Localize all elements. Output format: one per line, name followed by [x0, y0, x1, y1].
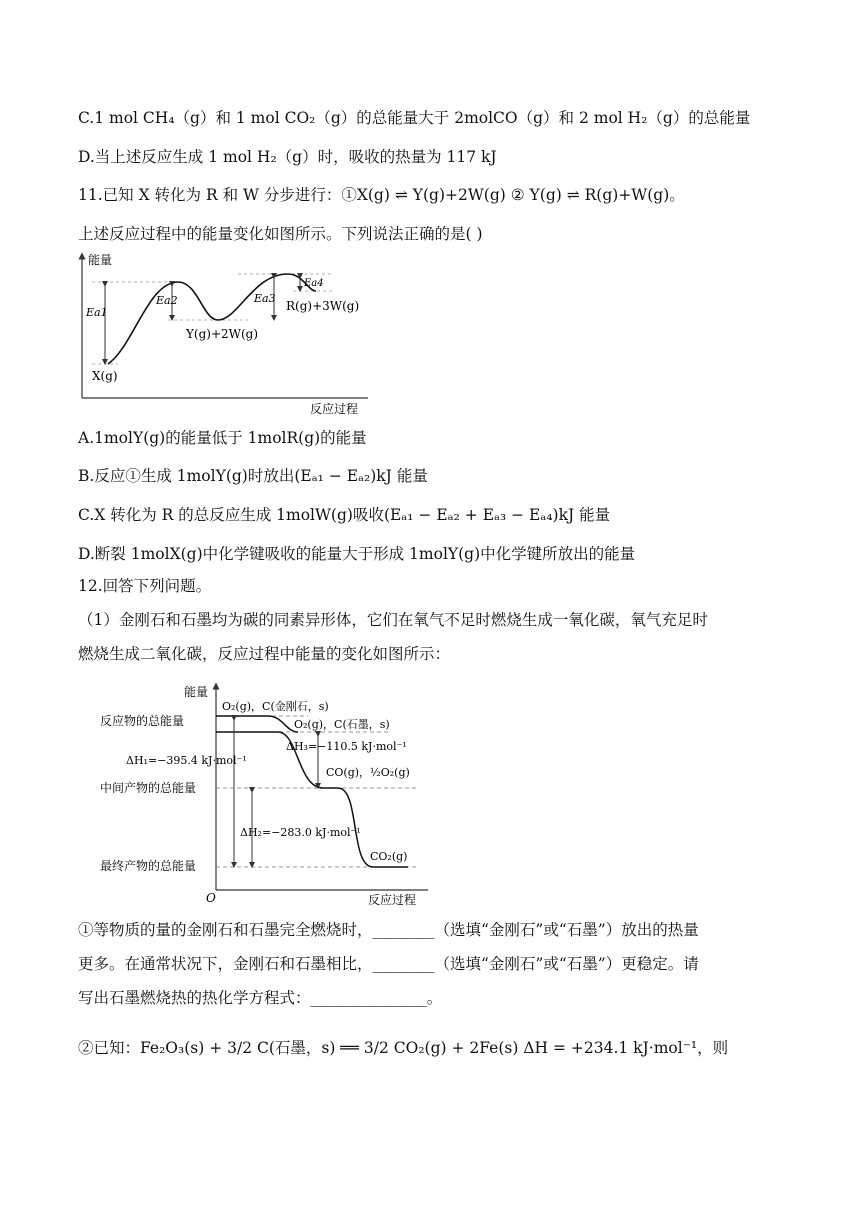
part-1-line-1: ①等物质的量的金刚石和石墨完全燃烧时，________（选填“金刚石”或“石墨”）放出的热量	[78, 921, 699, 939]
fig2-origin: O	[206, 891, 216, 905]
fig2-y-axis-label: 能量	[184, 685, 209, 699]
fig2-co-label: CO(g)，½O₂(g)	[326, 766, 410, 779]
energy-diagram-2	[98, 680, 438, 908]
fig2-intermediate-level-label: 中间产物的总能量	[100, 781, 197, 795]
fig1-ea4-label: Ea4	[304, 278, 324, 289]
fig2-graphite-label: O₂(g)，C(石墨，s)	[294, 718, 390, 731]
option-b-11: B.反应①生成 1molY(g)时放出(Eₐ₁ − Eₐ₂)kJ 能量	[78, 467, 428, 485]
fig1-x-axis-label: 反应过程	[310, 402, 359, 416]
fig2-dh3-label: ΔH₃=−110.5 kJ·mol⁻¹	[286, 740, 407, 753]
question-11-stem: 11.已知 X 转化为 R 和 W 分步进行：①X(g) ⇌ Y(g)+2W(g) ② Y(g) ⇌ R(g)+W(g)。	[78, 186, 685, 204]
option-a-11: A.1molY(g)的能量低于 1molR(g)的能量	[78, 429, 367, 447]
part-1-line-3: 写出石墨燃烧热的热化学方程式：_______________。	[78, 989, 443, 1007]
fig2-dh2-label: ΔH₂=−283.0 kJ·mol⁻¹	[240, 826, 361, 839]
fig2-diamond-label: O₂(g)，C(金刚石，s)	[222, 700, 329, 713]
fig1-ea1-label: Ea1	[86, 306, 108, 319]
fig1-x-label: X(g)	[92, 369, 118, 383]
fig1-r-label: R(g)+3W(g)	[286, 299, 360, 313]
fig2-final-level-label: 最终产物的总能量	[100, 859, 197, 873]
fig1-y-label: Y(g)+2W(g)	[186, 327, 259, 341]
energy-diagram-1	[78, 252, 378, 418]
option-c-line: C.1 mol CH₄（g）和 1 mol CO₂（g）的总能量大于 2molCO（g）和 2 mol H₂（g）的总能量	[78, 109, 751, 127]
question-12-title: 12.回答下列问题。	[78, 577, 212, 595]
fig2-reactant-level-label: 反应物的总能量	[100, 714, 185, 728]
question-11-stem-2: 上述反应过程中的能量变化如图所示。下列说法正确的是( )	[78, 225, 483, 243]
fig1-ea2-label: Ea2	[156, 294, 178, 307]
part-2-equation: ②已知：Fe₂O₃(s) + 3/2 C(石墨，s) ══ 3/2 CO₂(g) + 2Fe(s) ΔH = +234.1 kJ·mol⁻¹，则	[78, 1039, 729, 1057]
fig1-y-axis-label: 能量	[88, 253, 113, 267]
option-c-11: C.X 转化为 R 的总反应生成 1molW(g)吸收(Eₐ₁ − Eₐ₂ + Eₐ₃ − Eₐ₄)kJ 能量	[78, 506, 611, 524]
question-12-paragraph-1: （1）金刚石和石墨均为碳的同素异形体，它们在氧气不足时燃烧生成一氧化碳，氧气充足时	[78, 611, 708, 629]
fig1-ea3-label: Ea3	[254, 292, 276, 305]
option-d-line: D.当上述反应生成 1 mol H₂（g）时，吸收的热量为 117 kJ	[78, 148, 497, 166]
fig2-co2-label: CO₂(g)	[370, 850, 408, 863]
fig2-x-axis-label: 反应过程	[368, 893, 417, 907]
fig2-dh1-label: ΔH₁=−395.4 kJ·mol⁻¹	[126, 754, 247, 767]
question-12-paragraph-2: 燃烧生成二氧化碳，反应过程中能量的变化如图所示：	[78, 645, 451, 663]
part-1-line-2: 更多。在通常状况下，金刚石和石墨相比，________（选填“金刚石”或“石墨”）更稳定。请	[78, 955, 699, 973]
option-d-11: D.断裂 1molX(g)中化学键吸收的能量大于形成 1molY(g)中化学键所放出的能量	[78, 545, 636, 563]
